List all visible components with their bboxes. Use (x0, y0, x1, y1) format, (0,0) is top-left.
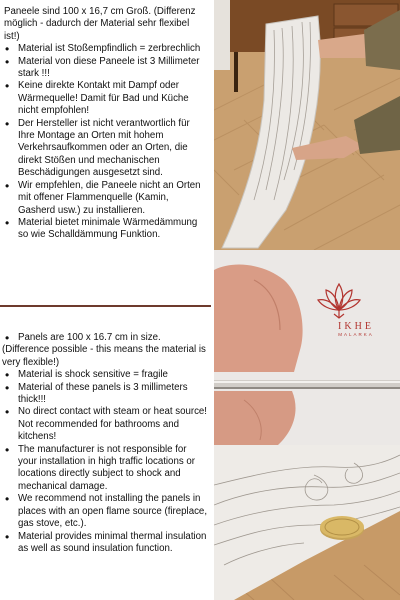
list-item: • Wir empfehlen, die Paneele nicht an Orten mit offener Flammenquelle (Kamin, Gasherd usw.) zu installieren. (16, 180, 207, 217)
english-section (0, 332, 211, 555)
list-item: • Material provides minimal thermal insulation as well as sound insulation function. (16, 531, 207, 556)
english-intro: (Difference possible - this means the material is very flexible!) (2, 344, 206, 368)
panel-thickness-photo (214, 250, 400, 445)
list-item: • We recommend not installing the panels in places with an open flame source (fireplace, gas stove, etc.). (16, 493, 207, 530)
brand-name: IKHE (338, 321, 374, 332)
lotus-icon (316, 280, 362, 320)
list-item: • Material of these panels is 3 millimeters thick!!! (16, 382, 207, 407)
list-item: • Material is shock sensitive = fragile (16, 369, 207, 381)
german-intro: Paneele sind 100 x 16,7 cm Groß. (Differenz möglich - dadurch der Material sehr flexibel ist!) (4, 6, 196, 42)
panel-coin-photo (214, 445, 400, 600)
german-list (2, 43, 207, 242)
list-item: • Keine direkte Kontakt mit Dampf oder Wärmequelle! Damit für Bad und Küche nicht empfohlen! (16, 80, 207, 117)
english-list-first (2, 332, 207, 344)
section-divider (0, 305, 211, 307)
list-item: • Material von diese Paneele ist 3 Millimeter stark !!! (16, 56, 207, 81)
brand-logo (316, 280, 396, 337)
list-item: • Panels are 100 x 16.7 cm in size. (16, 332, 207, 344)
panel-flexibility-photo (214, 0, 400, 250)
list-item: • Material bietet minimale Wärmedämmung so wie Schalldämmung Funktion. (16, 217, 207, 242)
english-list (2, 369, 207, 555)
flexible-panel-image (214, 0, 400, 250)
german-section (0, 6, 211, 242)
list-item: • The manufacturer is not responsible for your installation in high traffic locations or locations directly subject to shock and mechanical damage. (16, 444, 207, 494)
list-item: • Material ist Stoßempfindlich = zerbrechlich (16, 43, 207, 55)
list-item: • Der Hersteller ist nicht verantwortlich für Ihre Montage an Orten mit hohem Verkehrsaufkommen oder an Orten, die direkt Stößen und mechanischen Beschädigungen ausgesetzt sind. (16, 118, 207, 180)
brand-subname: MALARKA (338, 332, 374, 337)
list-item: • No direct contact with steam or heat source! Not recommended for bathrooms and kitchens! (16, 406, 207, 443)
panel-with-coin-image (214, 445, 400, 600)
